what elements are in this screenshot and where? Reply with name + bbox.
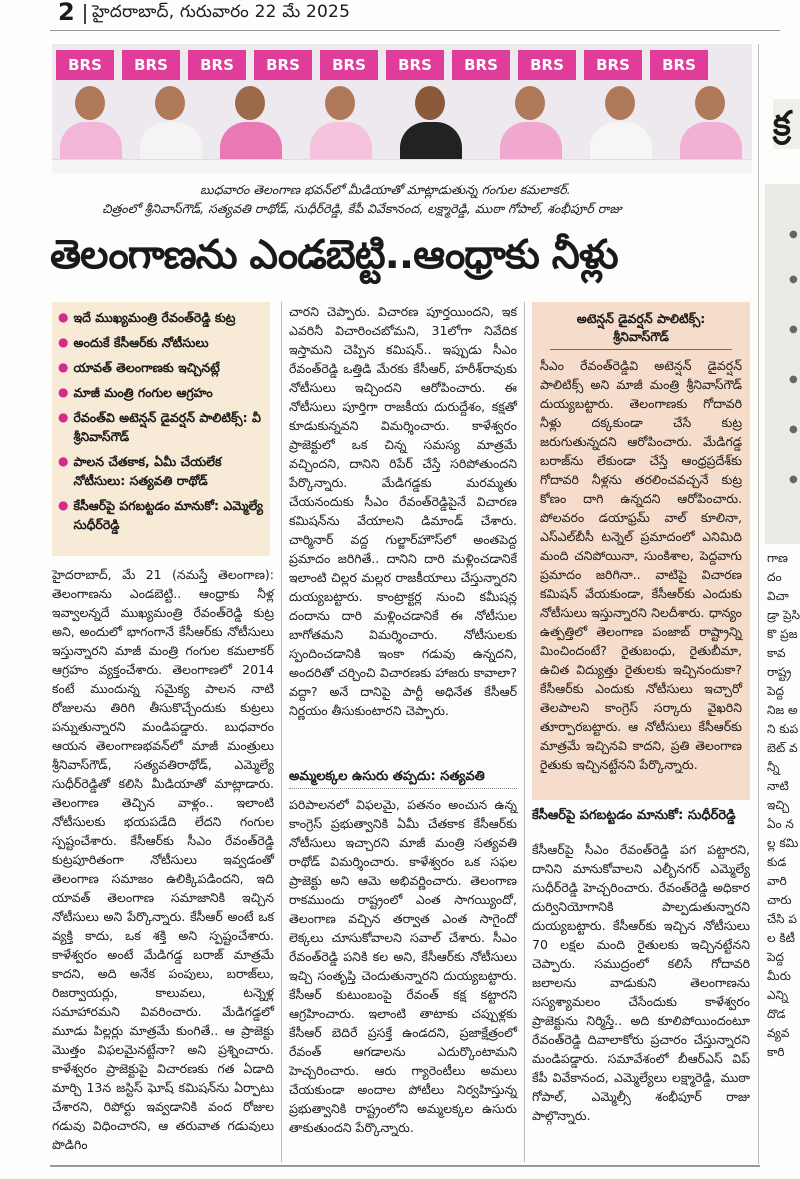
bullet-icon: ● xyxy=(789,424,798,435)
brs-logo: BRS xyxy=(518,50,576,80)
paragraph: హైదరాబాద్, మే 21 (నమస్తే తెలంగాణ): తెలంగాణను ఎండబెట్టి.. ఆంధ్రాకు నీళ్ల ఇవ్వాలన్నదే ముఖ్యమంత్రి రేవంత్‌రెడ్డి కుట్ర అని, అందులో భాగంగానే కేసీఆర్‌కు నోటీసులు ఇస్తున్నారని మాజీ మంత్రి గంగుల కమలాకర్ ఆగ్రహం వ్యక్తంచేశారు. తెలంగాణలో 2014 కంటే ముందున్న సమైక్య పాలన నాటి రోజులను తిరిగి తీసుకొచ్చేందుకు కుట్రలు పన్నుతున్నారని మండిపడ్డారు. బుధవారం ఆయన తెలంగాణభవన్‌లో మాజీ మంత్రులు శ్రీనివాస్‌గౌడ్, సత్యవతిరాథోడ్, ఎమ్మెల్యే సుధీర్‌రెడ్డితో కలిసి మీడియాతో మాట్లాడారు. తెలంగాణ తెచ్చిన వాళ్లం.. ఇలాంటి నోటీసులకు భయపడేది లేదని గంగుల స్పష్టంచేశారు. కేసీఆర్‌కు సీఎం రేవంత్‌రెడ్డి కుట్రపూరితంగా నోటీసులు ఇవ్వడంతో తెలంగాణ సమాజం ఉలిక్కిపడిందని, ఇది యావత్ తెలంగాణ సమాజానికి ఇచ్చిన నోటీసులు అని పేర్కొన్నారు. కేసీఆర్ అంటే ఒక వ్యక్తి కాదు, ఒక శక్తి అని స్పష్టంచేశారు. కాళేశ్వరం అంటే మేడిగడ్డ బరాజ్ మాత్రమే కాదని, అది అనేక పంపులు, బరాజ్‌లు, రిజర్వాయర్లు, కాలువలు, టన్నెళ్ల సమాహారమని వివరించారు. మేడిగడ్డలో మూడు పిల్లర్లు మాత్రమే కుంగితే.. ఆ ప్రాజెక్టు మొత్తం విఫలమైనట్టేనా? అని ప్రశ్నించారు. కాళేశ్వరం ప్రాజెక్టుపై విచారణకు గత ఏడాది మార్చి 13న జస్టిస్ ఘోష్ కమిషన్‌ను ఏర్పాటు చేశారని, రిపోర్టు ఇవ్వడానికి వంద రోజుల గడువు విధించారని, ఆ తరువాత గడువులు పొడిగిం xyxy=(52,567,274,1152)
bullet-icon: ● xyxy=(58,360,69,374)
header-rule xyxy=(50,30,780,31)
brs-logo: BRS xyxy=(452,50,510,80)
brs-logo: BRS xyxy=(584,50,642,80)
bullet-icon: ● xyxy=(789,229,798,240)
brs-logo: BRS xyxy=(56,50,114,80)
box-title-line-1: అటెన్షన్ డైవర్షన్ పాలిటిక్స్: xyxy=(576,311,706,326)
bullet-icon: ● xyxy=(58,498,69,512)
highlight-item: ● రేవంత్‌వి అటెన్షన్ డైవర్షన్ పాలిటిక్స్: వీ శ్రీనివాస్‌గౌడ్ xyxy=(58,410,261,444)
caption-line-2: చిత్రంలో శ్రీనివాస్‌గౌడ్, సత్యవతి రాథోడ్, సుధీర్‌రెడ్డి, కేపీ వివేకానంద, లక్ష్మారెడ్డి, ముఠా గోపాల్, శంభీపూర్ రాజు xyxy=(102,201,622,216)
table-edge xyxy=(52,159,752,174)
box-title-line-2: శ్రీనివాస్‌గౌడ్ xyxy=(613,329,669,344)
article-column-2 xyxy=(289,302,517,724)
bullet-icon: ● xyxy=(58,335,69,349)
date-line: హైదరాబాద్, గురువారం 22 మే 2025 xyxy=(92,2,351,22)
column-divider xyxy=(281,302,282,1162)
brs-logo: BRS xyxy=(320,50,378,80)
headline: తెలంగాణను ఎండబెట్టి..ఆంధ్రాకు నీళ్లు xyxy=(50,232,618,278)
brs-logo: BRS xyxy=(122,50,180,80)
highlight-item: ● అందుకే కేసీఆర్‌కు నోటీసులు xyxy=(58,335,209,350)
bottom-rule xyxy=(50,1165,760,1167)
brs-logo: BRS xyxy=(650,50,708,80)
paragraph: పరిపాలనలో విఫలమై, పతనం అంచున ఉన్న కాంగ్రెస్ ప్రభుత్వానికి ఏమీ చేతకాక కేసీఆర్‌కు నోటీసులు ఇచ్చారని మాజీ మంత్రి సత్యవతి రాథోడ్ విమర్శించారు. కాళేశ్వరం ఒక సఫల ప్రాజెక్టు అని ఆమె అభివర్ణించారు. తెలంగాణ రాకముందు రాష్ట్రంలో ఎంత సాగయ్యిందో, తెలంగాణ వచ్చిన తర్వాత ఎంత సాగైందో లెక్కలు చూసుకోవాలని సవాల్ చేశారు. సీఎం రేవంత్‌రెడ్డి పనికి కల అని, కేసీఆర్‌కు నోటీసులు ఇచ్చి సంతృప్తి చెందుతున్నారని దుయ్యబట్టారు. కేసీఆర్ కుటుంబంపై రేవంత్ కక్ష కట్టారని ఆగ్రహించారు. ఇలాంటి తాటాకు చప్పుళ్లకు కేసీఆర్ బెదిరే ప్రసక్తే ఉండదని, ప్రజాక్షేత్రంలో రేవంత్ ఆగడాలను ఎదుర్కొంటామని హెచ్చరించారు. ఆరు గ్యారెంటీలు అమలు చేయకుండా అందాల పోటీలు నిర్వహిస్తున్న ప్రభుత్వానికి రాష్ట్రంలోని అమ్మలక్కల ఉసురు తాకుతుందని పేర్కొన్నారు. xyxy=(289,797,517,1135)
bullet-icon: ● xyxy=(58,310,69,324)
adjacent-article-strip xyxy=(765,44,800,1179)
header-separator xyxy=(84,4,86,24)
bullet-icon: ● xyxy=(789,374,798,385)
sudheer-reddy-section xyxy=(532,840,750,1129)
srinivas-goud-box xyxy=(532,302,750,800)
box-title xyxy=(540,310,742,350)
highlight-item: ● కేసీఆర్‌పై పగబట్టడం మానుకో: ఎమ్మెల్యే సుధీర్‌రెడ్డి xyxy=(58,498,263,532)
highlight-item: ● ఇదే ముఖ్యమంత్రి రేవంత్‌రెడ్డి కుట్ర xyxy=(58,310,236,325)
column-divider xyxy=(524,302,525,1162)
paragraph: కేసీఆర్‌పై సీఎం రేవంత్‌రెడ్డి పగ పట్టారని, దానిని మానుకోవాలని ఎల్బీనగర్ ఎమ్మెల్యే సుధీర్‌రెడ్డి హెచ్చరించారు. రేవంత్‌రెడ్డి అధికార దుర్వినియోగానికి పాల్పడుతున్నారని దుయ్యబట్టారు. కేసీఆర్‌కు ఇచ్చిన నోటీసులు 70 లక్షల మంది రైతులకు ఇచ్చినట్టేనని చెప్పారు. సముద్రంలో కలిసే గోదావరి జలాలను వాడుకుని తెలంగాణను సస్యశ్యామలం చేసేందుకు కాళేశ్వరం ప్రాజెక్టును నిర్మిస్తే.. అది కూలిపోయిందంటూ రేవంత్‌రెడ్డి దివాలాకోరు ప్రచారం చేస్తున్నారని మండిపడ్డారు. సమావేశంలో బీఆర్ఎస్ విప్ కేపీ వివేకానంద, ఎమ్మెల్యేలు లక్ష్మారెడ్డి, ముఠా గోపాల్, ఎమ్మెల్సీ శంభీపూర్ రాజు పాల్గొన్నారు. xyxy=(532,842,750,1123)
highlights-box xyxy=(52,302,270,556)
photo-caption xyxy=(52,180,752,218)
bullet-icon: ● xyxy=(58,410,69,424)
page-number: 2 xyxy=(58,0,75,26)
article-column-1 xyxy=(52,565,274,1158)
highlight-item: ● యావత్ తెలంగాణకు ఇచ్చినట్లే xyxy=(58,360,220,375)
bullet-icon: ● xyxy=(789,274,798,285)
caption-line-1: బుధవారం తెలంగాణ భవన్‌లో మీడియాతో మాట్లాడుతున్న గంగుల కమలాకర్. xyxy=(200,182,571,197)
press-meet-photo xyxy=(52,44,752,174)
brs-logo: BRS xyxy=(386,50,444,80)
bullet-icon: ● xyxy=(789,474,798,485)
sathyavathi-section xyxy=(289,767,517,1141)
brs-logo: BRS xyxy=(254,50,312,80)
bullet-icon: ● xyxy=(58,454,69,468)
paragraph: చారని చెప్పారు. విచారణ పూర్తయిందని, ఇక ఎవరినీ విచారించబోమని, 31లోగా నివేదిక ఇస్తామని చెప్పిన కమిషన్.. ఇప్పుడు సీఎం రేవంత్‌రెడ్డి ఒత్తిడి మేరకు కేసీఆర్, హరీశ్‌రావుకు నోటీసులు ఇచ్చిందని ఆరోపించారు. ఈ నోటీసులు పూర్తిగా రాజకీయ దురుద్దేశం, కక్షతో కూడుకున్నవని విమర్శించారు. కాళేశ్వరం ప్రాజెక్టులో ఒక చిన్న సమస్య మాత్రమే వచ్చిందని, దానిని రిపేర్ చేస్తే సరిపోతుందని పేర్కొన్నారు. మేడిగడ్డకు మరమ్మతు చేయనందుకు సీఎం రేవంత్‌రెడ్డిపైనే విచారణ కమిషన్‌ను వేయాలని డిమాండ్ చేశారు. చార్మినార్ వద్ద గుల్జార్‌హౌస్‌లో అంతపెద్ద ప్రమాదం జరిగితే.. దానిని దారి మళ్లించడానికే ఇలాంటి చిల్లర మల్లర రాజకీయాలు చేస్తున్నారని దుయ్యబట్టారు. కాంట్రాక్టర్ల నుంచి కమీషన్ల దందాను దారి మళ్లించడానికే ఈ నోటీసుల బాగోతమని విమర్శించారు. నోటీసులకు స్పందించడానికి ఇంకా గడువు ఉన్నదని, అందరితో చర్చించి విచారణకు హాజరు కావాలా? వద్దా? అనే దానిపై పార్టీ అధినేత కేసీఆర్ నిర్ణయం తీసుకుంటారని చెప్పారు. xyxy=(289,304,517,718)
highlight-item: ● మాజీ మంత్రి గంగుల ఆగ్రహం xyxy=(58,385,213,400)
section-heading: కేసీఆర్‌పై పగబట్టడం మానుకో: సుధీర్‌రెడ్డి xyxy=(532,808,736,823)
bullet-icon: ● xyxy=(58,385,69,399)
section-heading: అమ్మలక్కల ఉసురు తప్పదు: సత్యవతి xyxy=(289,767,517,789)
adjacent-article-text: గాణ దం విచా డ్రా ప్రెసి కొ ప్రజ కావ రాష్ట్ర పెద్ద నిజ అని కుప బెట్ వన్నీ నాటి ఇచ్చి ఏం నల్ల కమి కుడ వారి చారు చేసి పల కిటీ పెద్ద మీరు ఎన్ని దొడ వ్యవ కారి xyxy=(767,551,800,1059)
box-title-rule xyxy=(550,349,732,350)
column-divider xyxy=(758,44,759,1164)
brs-logo: BRS xyxy=(188,50,246,80)
bullet-icon: ● xyxy=(789,324,798,335)
box-body: సీఎం రేవంత్‌రెడ్డివి అటెన్షన్ డైవర్షన్ పాలిటిక్స్ అని మాజీ మంత్రి శ్రీనివాస్‌గౌడ్ దుయ్యబట్టారు. తెలంగాణకు గోదావరి నీళ్లు దక్కకుండా చేసే కుట్ర జరుగుతున్నదని ఆరోపించారు. మేడిగడ్డ బరాజ్‌ను లేకుండా చేస్తే ఆంధ్రప్రదేశ్‌కు గోదావరి నీళ్లను తరలించవచ్చనే కుట్ర కోణం దాగి ఉన్నదని ఆరోపించారు. పోలవరం డయాఫ్రమ్ వాల్ కూలినా, ఎస్ఎల్‌బీసీ టన్నెల్ ప్రమాదంలో ఎనిమిది మంది చనిపోయినా, సుంకిశాల, పెద్దవాగు ప్రమాదం జరిగినా.. వాటిపై విచారణ కమిషన్ వేయకుండా, కేసీఆర్‌కు ఎందుకు నోటీసులు ఇస్తున్నారని నిలదీశారు. ధాన్యం ఉత్పత్తిలో తెలంగాణ పంజాబ్ రాష్ట్రాన్ని మించిందంటే? రైతుబంధు, రైతుబీమా, ఉచిత విద్యుత్తు రైతులకు ఇచ్చినందుకా? కేసీఆర్‌కు ఎందుకు నోటీసులు ఇచ్చారో తెలపాలని కాంగ్రెస్ సర్కారు వైఖరిని తూర్పారబట్టారు. ఆ నోటీసులు కేసీఆర్‌కు మాత్రమే ఇచ్చినవి కాదని, ప్రతి తెలంగాణ రైతుకు ఇచ్చినట్టేనని పేర్కొన్నారు. xyxy=(540,358,742,772)
page-header xyxy=(0,0,800,30)
adjacent-headline-fragment: క్ర xyxy=(773,99,800,149)
highlight-item: ● పాలన చేతకాక, ఏమీ చేయలేక నోటీసులు: సత్యవతి రాథోడ్ xyxy=(58,454,222,488)
